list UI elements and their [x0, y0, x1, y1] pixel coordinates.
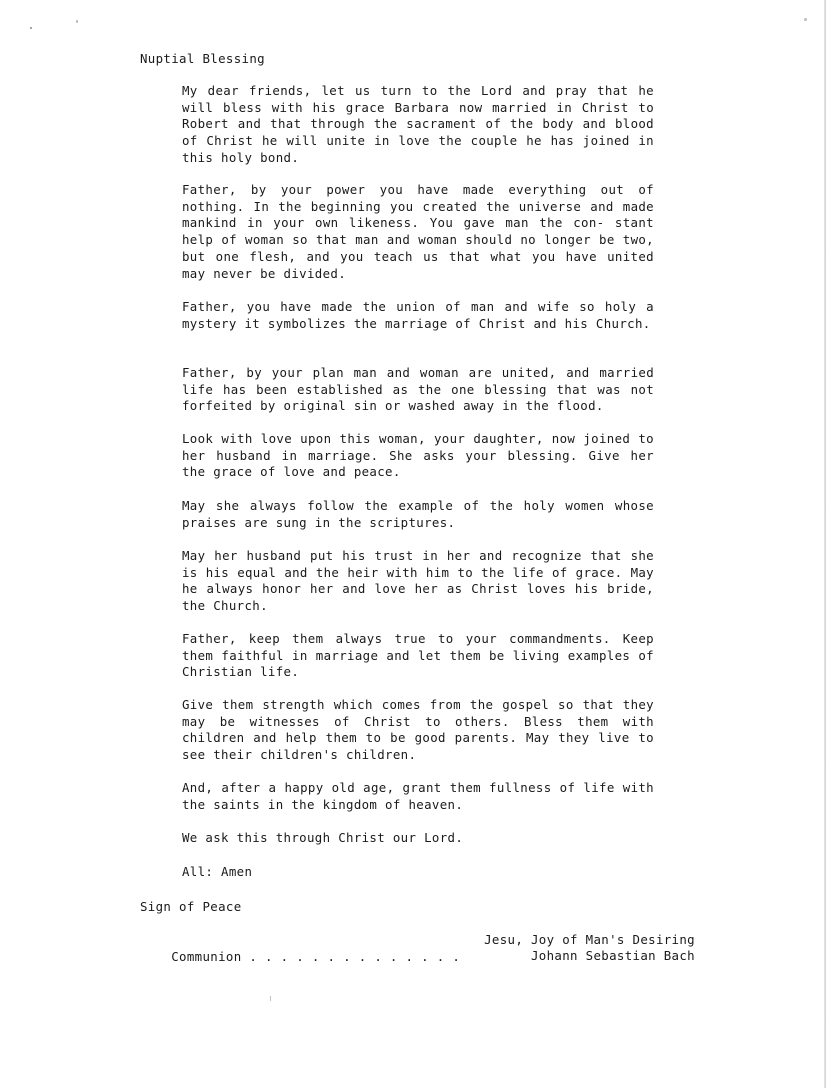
communion-dot-leader: . . . . . . . . . . . . . .: [249, 949, 461, 964]
communion-label: Communion: [171, 949, 242, 964]
paragraph-2: Father, by your power you have made everything out of nothing. In the beginning you created the universe and made mankind in your own likeness. You gave man the con- stant help of woman so that man and woman should no longer be two, but one flesh, and you teach us that what you have united may never be divided.: [182, 182, 654, 281]
paragraph-11: We ask this through Christ our Lord.: [182, 830, 464, 845]
communion-composer: Johann Sebastian Bach: [530, 948, 695, 963]
response-amen: All: Amen: [182, 864, 253, 879]
paragraph-9: Give them strength which comes from the gospel so that they may be witnesses of Christ to others. Bless them with children and help them to be good parents. May they live to see their children's children.: [182, 697, 654, 763]
paragraph-4: Father, by your plan man and woman are united, and married life has been established as the one blessing that was not forfeited by original sin or washed away in the flood.: [182, 365, 654, 414]
scan-speck: [76, 20, 78, 23]
paragraph-1: My dear friends, let us turn to the Lord and pray that he will bless with his grace Barbara now married in Christ to Robert and that through the sacrament of the body and blood of Christ he will unite in love the couple he has joined in this holy bond.: [182, 83, 654, 165]
scan-speck: [804, 18, 807, 21]
sign-of-peace-heading: Sign of Peace: [140, 899, 242, 914]
communion-piece: Jesu, Joy of Man's Desiring: [484, 932, 695, 947]
paragraph-3: Father, you have made the union of man and wife so holy a mystery it symbolizes the marriage of Christ and his Church.: [182, 299, 654, 331]
communion-heading: [140, 931, 460, 982]
paragraph-7: May her husband put his trust in her and recognize that she is his equal and the heir with him to the life of grace. May he always honor her and love her as Christ loves his bride, the Church.: [182, 548, 654, 614]
scan-speck: [30, 27, 32, 29]
paragraph-10: And, after a happy old age, grant them fullness of life with the saints in the kingdom of heaven.: [182, 780, 654, 812]
paragraph-8: Father, keep them always true to your commandments. Keep them faithful in marriage and let them be living examples of Christian life.: [182, 631, 654, 680]
paragraph-6: May she always follow the example of the holy women whose praises are sung in the scriptures.: [182, 498, 654, 530]
section-title: Nuptial Blessing: [140, 51, 265, 66]
scan-speck: [270, 996, 271, 1001]
paragraph-5: Look with love upon this woman, your daughter, now joined to her husband in marriage. She asks your blessing. Give her the grace of love and peace.: [182, 431, 654, 480]
